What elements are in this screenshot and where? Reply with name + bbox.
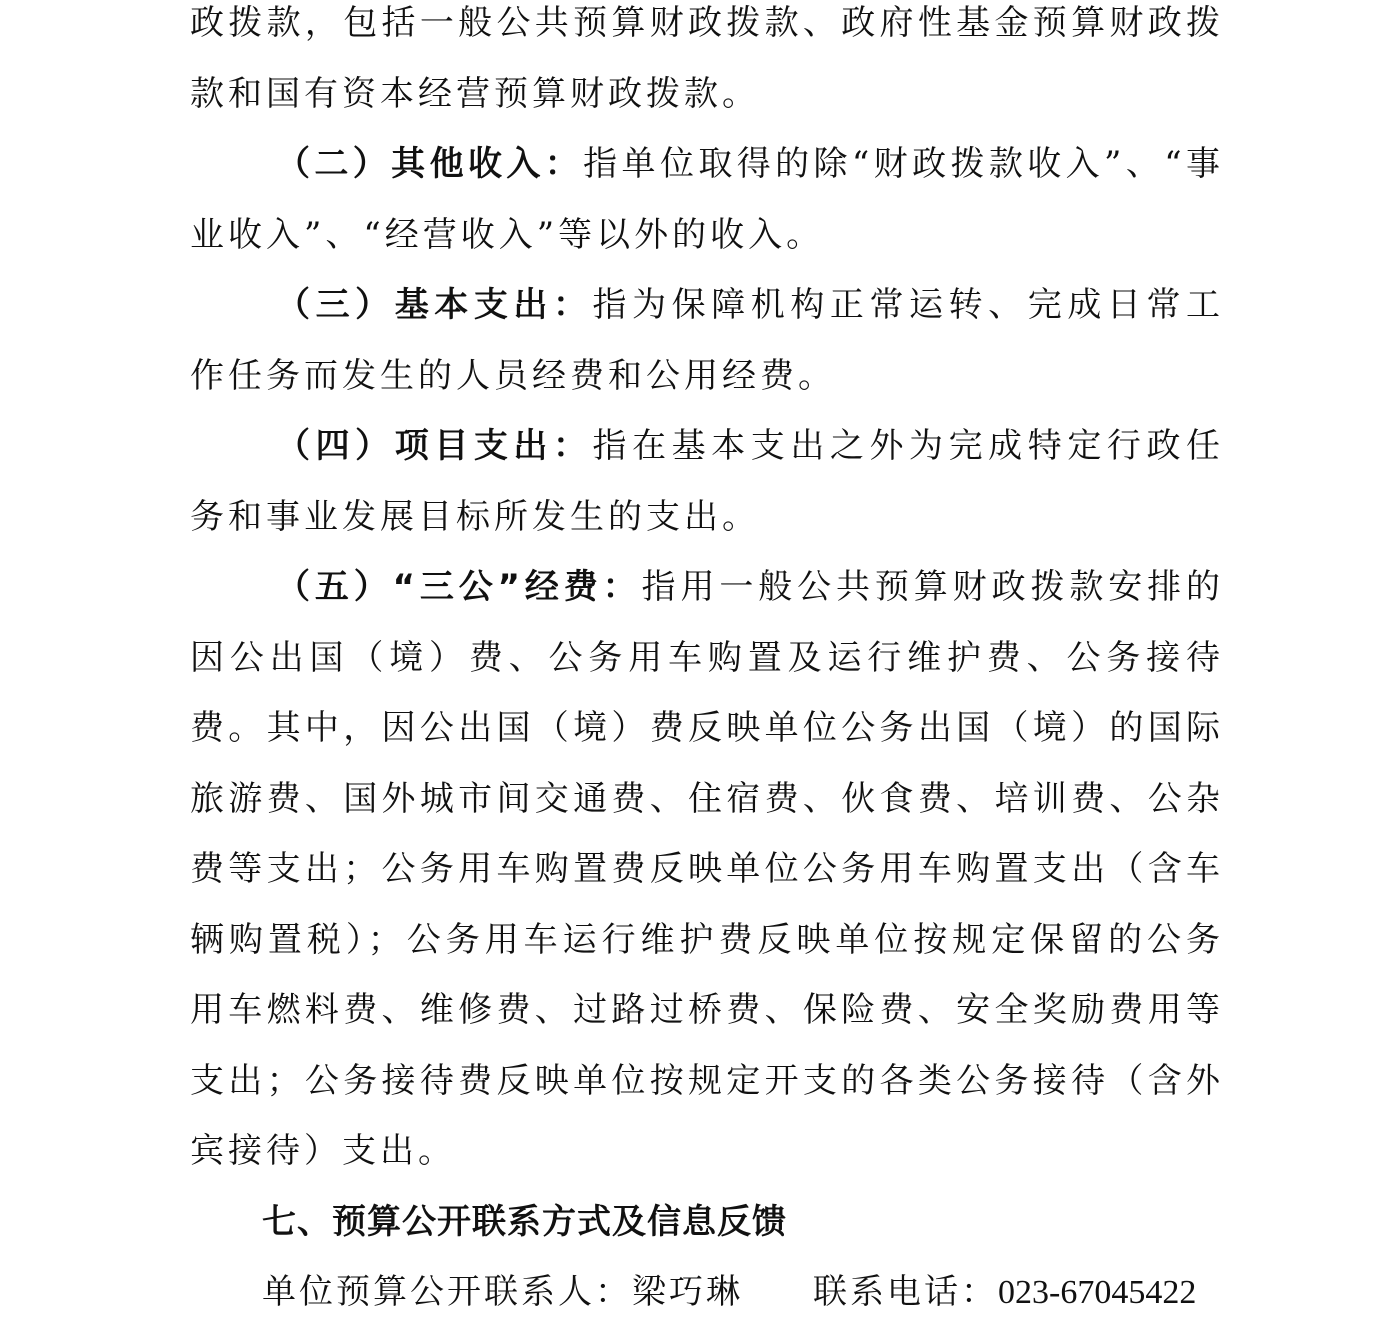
- paragraph-project-expenditure: [190, 411, 1224, 552]
- paragraph-other-income: [190, 129, 1224, 270]
- contact-person-name: 梁巧琳: [632, 1272, 743, 1312]
- section-heading-contact-feedback: 七、预算公开联系方式及信息反馈: [262, 1201, 787, 1242]
- paragraph-text: 政拨款，包括一般公共预算财政拨款、政府性基金预算财政拨款和国有资本经营预算财政拨款。: [190, 3, 1224, 114]
- term-basic-expenditure: （三）基本支出：: [276, 285, 593, 325]
- document-body: [190, 0, 1224, 1329]
- paragraph-three-public-expenses: [190, 552, 1224, 1187]
- definition-other-income: 指单位取得的除“财政拨款收入”、“事业收入”、“经营收入”等以外的收入。: [190, 144, 1224, 255]
- contact-phone-label: 联系电话：: [813, 1272, 998, 1312]
- contact-phone-number: 023-67045422: [998, 1274, 1197, 1311]
- paragraph-basic-expenditure: [190, 270, 1224, 411]
- paragraph-financial-appropriation-continued: [190, 0, 1224, 129]
- definition-three-public-expenses: 指用一般公共预算财政拨款安排的因公出国（境）费、公务用车购置及运行维护费、公务接待费。其中，因公出国（境）费反映单位公务出国（境）的国际旅游费、国外城市间交通费、住宿费、伙食费、培训费、公杂费等支出；公务用车购置费反映单位公务用车购置支出（含车辆购置税）；公务用车运行维护费反映单位按规定保留的公务用车燃料费、维修费、过路过桥费、保险费、安全奖励费用等支出；公务接待费反映单位按规定开支的各类公务接待（含外宾接待）支出。: [190, 567, 1225, 1171]
- term-three-public-expenses: （五）“三公”经费：: [276, 567, 642, 607]
- term-other-income: （二）其他收入：: [276, 144, 584, 184]
- definition-project-expenditure: 指在基本支出之外为完成特定行政任务和事业发展目标所发生的支出。: [190, 426, 1225, 537]
- contact-line: [190, 1257, 1224, 1329]
- term-project-expenditure: （四）项目支出：: [276, 426, 593, 466]
- definition-basic-expenditure: 指为保障机构正常运转、完成日常工作任务而发生的人员经费和公用经费。: [190, 285, 1225, 396]
- contact-person-label: 单位预算公开联系人：: [262, 1272, 632, 1312]
